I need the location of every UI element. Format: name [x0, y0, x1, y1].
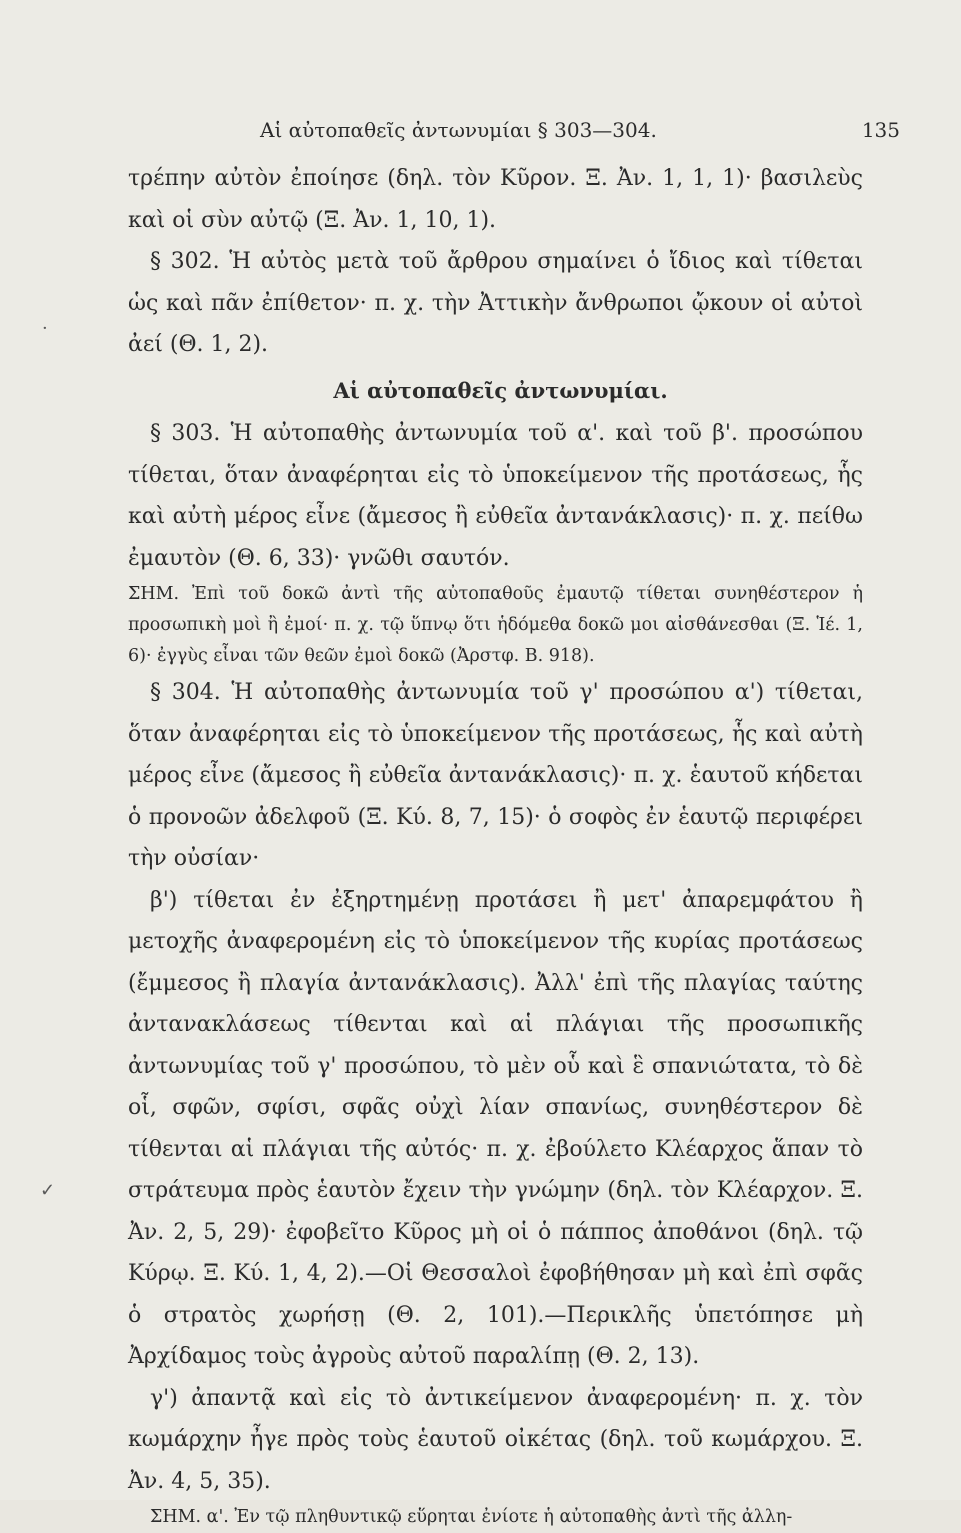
margin-mark: ✓ — [40, 1180, 56, 1201]
paragraph-continuation: τρέπην αὐτὸν ἐποίησε (δηλ. τὸν Κῦρον. Ξ. Ἀν. 1, 1, 1)· βασιλεὺς καὶ οἱ σὺν αὐτῷ (Ξ. Ἀν. 1, 10, 1). — [128, 166, 863, 233]
margin-mark: · — [42, 318, 48, 339]
paragraph-304-b: β') τίθεται ἐν ἐξηρτημένῃ προτάσει ἢ μετ' ἀπαρεμφάτου ἢ μετοχῆς ἀναφερομένη εἰς τὸ ὑποκείμενον τῆς κυρίας προτάσεως (ἔμμεσος ἢ πλαγία ἀντανάκλασις). Ἀλλ' ἐπὶ τῆς πλαγίας ταύτης ἀντανακλάσεως τίθενται καὶ αἱ πλάγιαι τῆς προσωπικῆς ἀντωνυμίας τοῦ γ' προσώπου, τὸ μὲν οὗ καὶ ἓ σπανιώτατα, τὸ δὲ οἷ, σφῶν, σφίσι, σφᾶς οὐχὶ λίαν σπανίως, συνηθέστερον δὲ τίθενται αἱ πλάγιαι τῆς αὐτός· π. χ. ἐβούλετο Κλέαρχος ἅπαν τὸ στράτευμα πρὸς ἑαυτὸν ἔχειν τὴν γνώμην (δηλ. τὸν Κλέαρχον. Ξ. Ἀν. 2, 5, 29)· ἐφοβεῖτο Κῦρος μὴ οἱ ὁ πάππος ἀποθάνοι (δηλ. τῷ Κύρῳ. Ξ. Κύ. 1, 4, 2).—Οἱ Θεσσαλοὶ ἐφοβήθησαν μὴ καὶ ἐπὶ σφᾶς ὁ στρατὸς χωρήσῃ (Θ. 2, 101).—Περικλῆς ὑπετόπησε μὴ Ἀρχίδαμος τοὺς ἀγροὺς αὐτοῦ παραλίπῃ (Θ. 2, 13). — [128, 887, 863, 1369]
page-number: 135 — [861, 118, 900, 142]
section-title: Αἱ αὐτοπαθεῖς ἀντωνυμίαι. — [333, 377, 668, 403]
paragraph-303: § 303. Ἡ αὐτοπαθὴς ἀντωνυμία τοῦ α'. καὶ τοῦ β'. προσώπου τίθεται, ὅταν ἀναφέρηται εἰς τὸ ὑποκείμενον τῆς προτάσεως, ἧς καὶ αὐτὴ μέρος εἶνε (ἄμεσος ἢ εὐθεῖα ἀντανάκλασις)· π. χ. πείθω ἐμαυτὸν (Θ. 6, 33)· γνῶθι σαυτόν. — [128, 421, 863, 571]
paragraph-304-a: § 304. Ἡ αὐτοπαθὴς ἀντωνυμία τοῦ γ' προσώπου α') τίθεται, ὅταν ἀναφέρηται εἰς τὸ ὑποκείμενον τῆς προτάσεως, ἧς καὶ αὐτὴ μέρος εἶνε (ἄμεσος ἢ εὐθεῖα ἀντανάκλασις)· π. χ. ἑαυτοῦ κήδεται ὁ προνοῶν ἀδελφοῦ (Ξ. Κύ. 8, 7, 15)· ὁ σοφὸς ἐν ἑαυτῷ περιφέρει τὴν οὐσίαν· — [128, 680, 863, 871]
note-304: ΣΗΜ. α'. Ἐν τῷ πληθυντικῷ εὕρηται ἐνίοτε ἡ αὐτοπαθὴς ἀντὶ τῆς ἀλλη- — [150, 1507, 793, 1527]
page-header — [230, 118, 910, 148]
paragraph-304-c: γ') ἀπαντᾷ καὶ εἰς τὸ ἀντικείμενον ἀναφερομένη· π. χ. τὸν κωμάρχην ἦγε πρὸς τοὺς ἑαυτοῦ οἰκέτας (δηλ. τοῦ κωμάρχου. Ξ. Ἀν. 4, 5, 35). — [128, 1385, 863, 1494]
running-title: Αἱ αὐτοπαθεῖς ἀντωνυμίαι § 303—304. — [260, 118, 657, 142]
note-303: ΣΗΜ. Ἐπὶ τοῦ δοκῶ ἀντὶ τῆς αὐτοπαθοῦς ἐμαυτῷ τίθεται συνηθέστερον ἡ προσωπικὴ μοὶ ἢ ἐμοί· π. χ. τῷ ὕπνῳ ὅτι ἡδόμεθα δοκῶ μοι αἰσθάνεσθαι (Ξ. Ἱέ. 1, 6)· ἐγγὺς εἶναι τῶν θεῶν ἐμοὶ δοκῶ (Ἀρστφ. Β. 918). — [128, 584, 863, 666]
paragraph-302: § 302. Ἡ αὐτὸς μετὰ τοῦ ἄρθρου σημαίνει ὁ ἴδιος καὶ τίθεται ὡς καὶ πᾶν ἐπίθετον· π. χ. τὴν Ἀττικὴν ἄνθρωποι ᾤκουν οἱ αὐτοὶ ἀεί (Θ. 1, 2). — [128, 249, 863, 357]
page-body — [128, 158, 863, 1533]
